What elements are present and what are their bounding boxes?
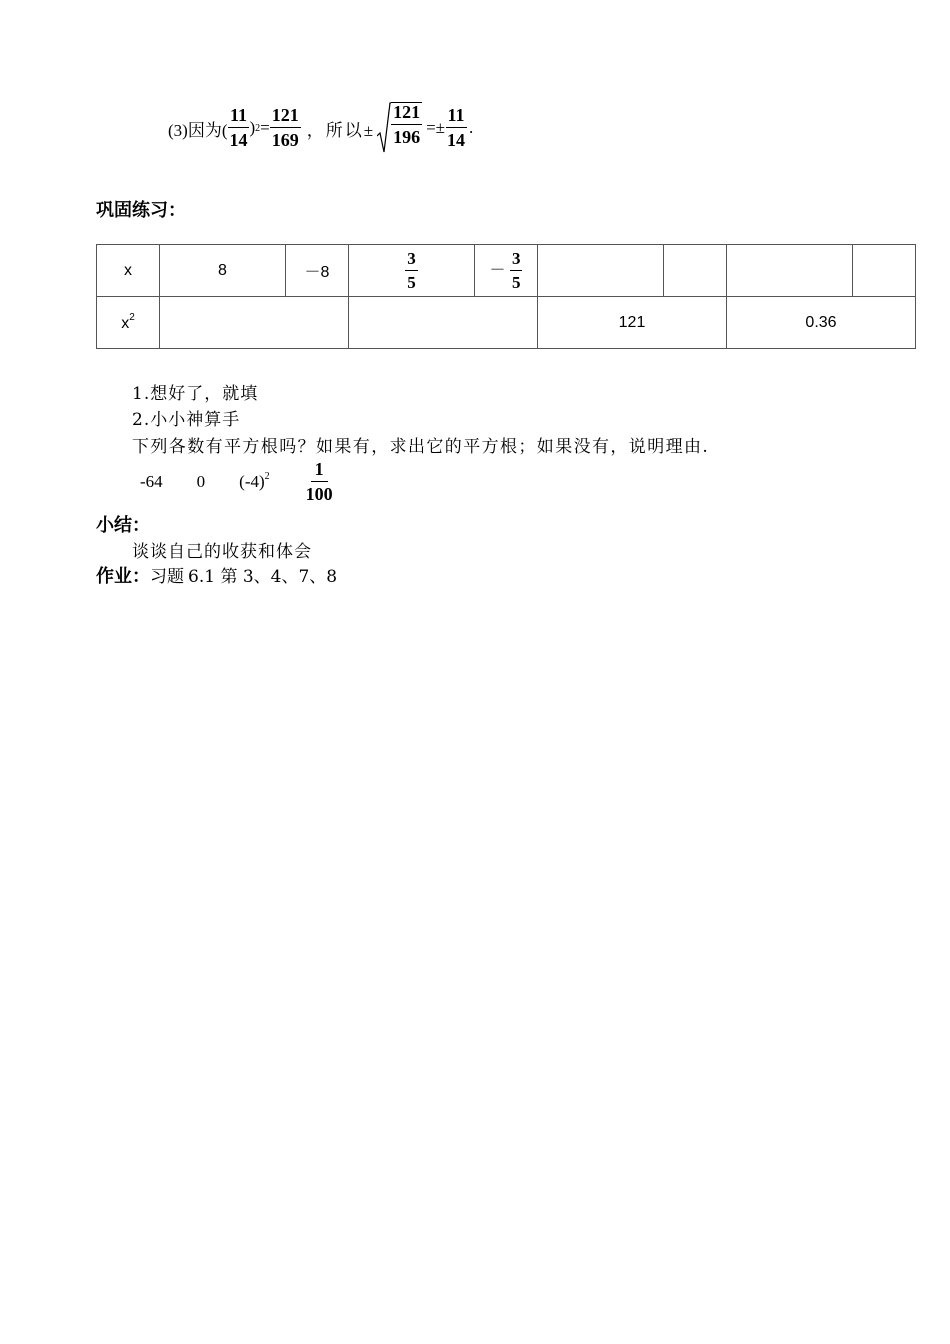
table-cell [160,297,349,349]
practice-heading: 巩固练习： [96,200,186,221]
fraction-denominator: 5 [511,272,521,292]
table-row [97,297,916,349]
number-zero: 0 [196,471,206,491]
item-1: 1.想好了，就填 [132,384,259,404]
close-paren: ) [249,118,256,137]
fraction-numerator: 3 [510,250,523,271]
fraction-3-5 [405,250,418,292]
summary-heading: 小结： [96,515,150,536]
table-cell [727,245,853,297]
square-root [377,102,422,154]
row-header-x-squared: $x^2$ [97,297,160,349]
so-text: ，所以± [306,120,376,140]
homework-label: 习题 [150,567,184,587]
fraction-denominator: 169 [271,130,299,150]
radical-sign-icon [377,102,391,154]
table-cell [664,245,727,297]
minus-sign: － [489,261,506,279]
fraction-11-14 [227,106,249,150]
period: . [469,118,474,137]
question-text: 下列各数有平方根吗？如果有，求出它的平方根；如果没有，说明理由. [132,437,710,457]
summary-text: 谈谈自己的收获和体会 [132,542,312,562]
homework-heading: 作业： [96,566,150,587]
homework-text: 6.1 第 3、4、7、8 [188,567,338,587]
table-cell: 0.36 [727,297,916,349]
fraction-numerator: 11 [446,106,467,128]
fraction-denominator: 5 [407,272,416,292]
equals-plus-minus: =± [426,118,446,137]
fraction-121-196 [391,103,422,154]
table-cell: －8 [286,245,349,297]
table-cell [538,245,664,297]
fraction-denominator: 14 [229,130,248,150]
fraction-11-14-result [445,106,467,150]
fraction-numerator: 3 [405,250,418,271]
exponent: 2 [255,122,261,134]
row-header-x: x [97,245,160,297]
number-neg-64: -64 [140,471,163,491]
fraction-121-169 [270,106,301,150]
fraction-denominator: 100 [305,483,333,504]
table-cell: 8 [160,245,286,297]
table-cell [349,245,475,297]
fraction-denominator: 196 [393,126,421,147]
fraction-1-100 [304,460,335,504]
fraction-denominator: 14 [447,130,466,150]
numbers-line [140,460,335,504]
square-table [96,244,916,349]
fraction-numerator: 121 [391,103,422,125]
fraction-numerator: 1 [311,460,328,482]
fraction-numerator: 11 [228,106,249,128]
table-cell [349,297,538,349]
fraction-numerator: 121 [270,106,301,128]
item-2: 2.小小神算手 [132,410,241,430]
table-cell [853,245,916,297]
number-neg4-squared: $(-4)^2$ [239,471,270,492]
equals-sign: = [260,118,270,137]
example-3-line [168,102,473,154]
example-3-label: (3)因为( [168,120,228,140]
table-row [97,245,916,297]
homework-line [96,562,337,588]
table-cell [475,245,538,297]
table-cell: 121 [538,297,727,349]
fraction-neg-3-5 [510,250,523,292]
